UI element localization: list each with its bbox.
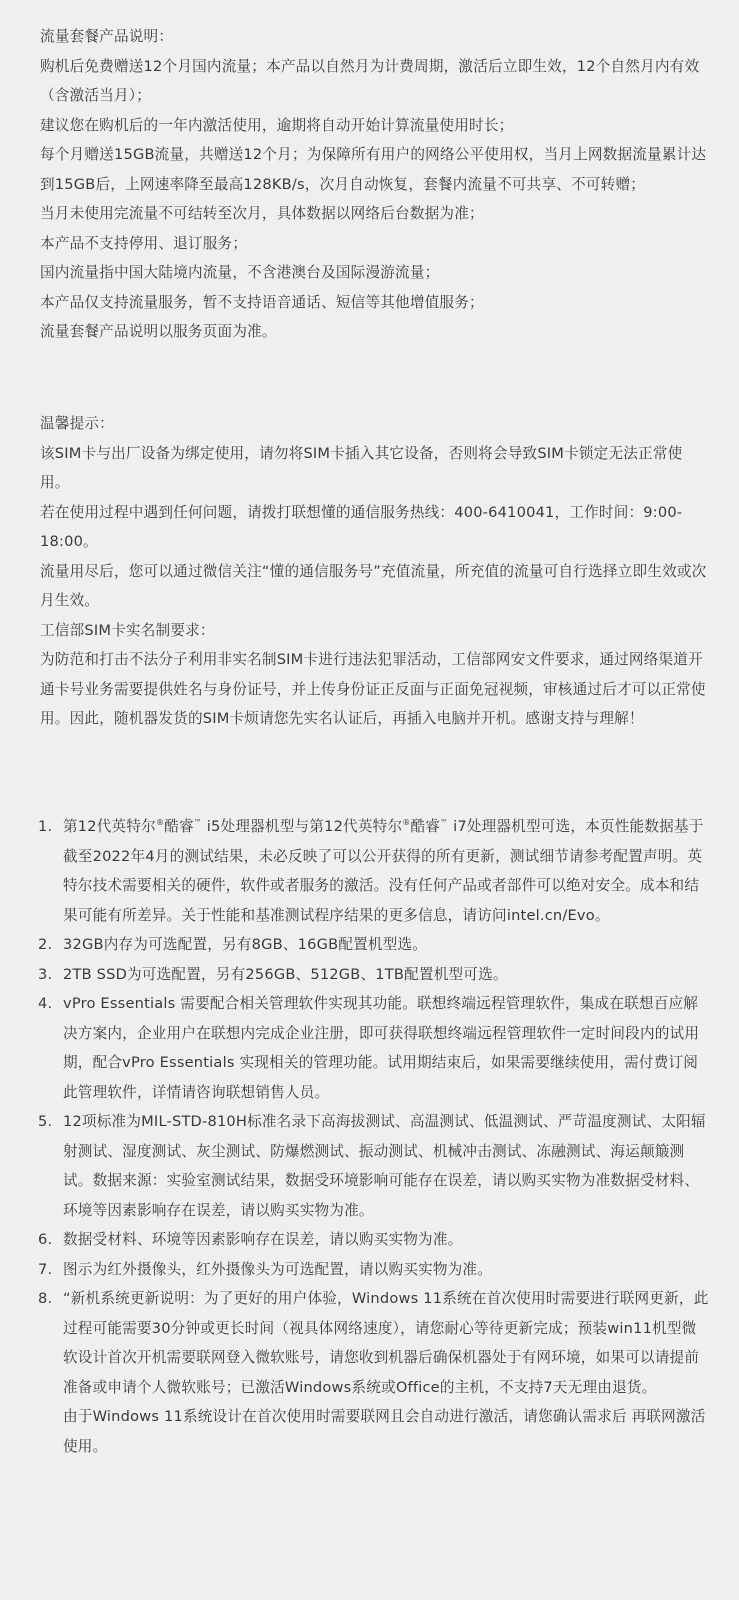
footnote-number: 8. [38,1290,53,1307]
footnote-text: vPro Essentials 需要配合相关管理软件实现其功能。联想终端远程管理软件，集成在联想百应解决方案内，企业用户在联想内完成企业注册，即可获得联想终端远程管理软件一定时间段内的试用期，配合vPro Essentials 实现相关的管理功能。试用期结束后，如果需要继续使用，需付费订阅此管理软件，详情请咨询联想销售人员。 [63,995,700,1101]
paragraph: 为防范和打击不法分子利用非实名制SIM卡进行违法犯罪活动，工信部网安文件要求，通过网络渠道开通卡号业务需要提供姓名与身份证号，并上传身份证正反面与正面免冠视频，审核通过后才可以正常使用。因此，随机器发货的SIM卡烦请您先实名认证后，再插入电脑并开机。感谢支持与理解！ [40,651,706,727]
footnote-item [38,930,710,960]
section-title: 温馨提示： [40,415,114,432]
paragraph: 流量用尽后，您可以通过微信关注“懂的通信服务号”充值流量，所充值的流量可自行选择立即生效或次月生效。 [40,562,707,609]
footnote-number: 2. [38,936,53,953]
footnote-item [38,1107,710,1225]
footnote-item [38,989,710,1107]
paragraph: 该SIM卡与出厂设备为绑定使用，请勿将SIM卡插入其它设备，否则将会导致SIM卡锁定无法正常使用。 [40,444,683,491]
paragraph: 建议您在购机后的一年内激活使用，逾期将自动开始计算流量使用时长； [40,116,514,134]
footnote-number: 4. [38,995,53,1012]
footnote-number: 7. [38,1260,53,1278]
footnote-text: 12项标准为MIL-STD-810H标准名录下高海拔测试、高温测试、低温测试、严苛温度测试、太阳辐射测试、湿度测试、灰尘测试、防爆燃测试、振动测试、机械冲击测试、冻融测试、海运颠簸测试。数据来源：实验室测试结果，数据受环境影响可能存在误差，请以购买实物为准数据受材料、环境等因素影响存在误差，请以购买实物为准。 [63,1113,706,1219]
registered-mark: ® [402,818,411,827]
paragraph: 若在使用过程中遇到任何问题，请拨打联想懂的通信服务热线：400-6410041，工作时间：9:00-18:00。 [40,503,683,550]
footnote-text: 32GB内存为可选配置，另有8GB、16GB配置机型选。 [63,936,428,953]
data-plan-description [40,22,710,347]
footnote-item [38,1225,710,1255]
paragraph: 本产品不支持停用、退订服务； [40,234,248,252]
registered-mark: ® [155,818,165,827]
footnote-number: 3. [38,965,53,983]
paragraph: 本产品仅支持流量服务，暂不支持语音通话、短信等其他增值服务； [40,293,484,311]
footnote-item [38,1255,710,1285]
footnote-text: “新机系统更新说明：为了更好的用户体验，Windows 11系统在首次使用时需要进行联网更新，此过程可能需要30分钟或更长时间（视具体网络速度），请您耐心等待更新完成；预装win11机型微软设计首次开机需要联网登入微软账号，请您收到机器后确保机器处于有网环境，如果可以请提前准备或申请个人微软账号；已激活Windows系统或Office的主机，不支持7天无理由退货。 [63,1290,709,1396]
footnote-item [38,812,710,930]
footnote-item [38,960,710,990]
footnote-number: 6. [38,1231,53,1248]
footnote-number: 5. [38,1113,53,1130]
paragraph: 流量套餐产品说明以服务页面为准。 [40,323,277,340]
paragraph: 国内流量指中国大陆境内流量，不含港澳台及国际漫游流量； [40,264,440,281]
footnote-text: 图示为红外摄像头，红外摄像头为可选配置，请以购买实物为准。 [63,1260,493,1278]
footnote-text: 2TB SSD为可选配置，另有256GB、512GB、1TB配置机型可选。 [63,965,508,983]
footnote-extra-text: 由于Windows 11系统设计在首次使用时需要联网且会自动进行激活，请您确认需求后 再联网激活使用。 [63,1408,706,1455]
footnotes-list [38,812,710,1461]
footnote-item [38,1284,710,1461]
warm-tips [40,409,710,734]
trademark-mark: ™ [193,818,202,827]
footnote-text: 第12代英特尔®酷睿™ i5处理器机型与第12代英特尔®酷睿™ i7处理器机型可选，本页性能数据基于截至2022年4月的测试结果，未必反映了可以公开获得的所有更新，测试细节请参考配置声明。英特尔技术需要相关的硬件，软件或者服务的激活。没有任何产品或者部件可以绝对安全。成本和结果可能有所差异。关于性能和基准测试程序结果的更多信息，请访问intel.cn/Evo。 [63,818,704,924]
paragraph: 当月未使用完流量不可结转至次月，具体数据以网络后台数据为准； [40,205,484,222]
section-title: 流量套餐产品说明： [40,28,174,45]
footnote-number: 1. [38,818,53,835]
paragraph: 每个月赠送15GB流量，共赠送12个月；为保障所有用户的网络公平使用权，当月上网数据流量累计达到15GB后，上网速率降至最高128KB/s，次月自动恢复，套餐内流量不可共享、不可转赠； [40,146,707,193]
trademark-mark: ™ [440,818,449,827]
footnote-text: 数据受材料、环境等因素影响存在误差，请以购买实物为准。 [63,1231,463,1248]
paragraph: 购机后免费赠送12个月国内流量；本产品以自然月为计费周期，激活后立即生效，12个自然月内有效（含激活当月）； [40,57,700,104]
paragraph: 工信部SIM卡实名制要求： [40,621,215,639]
